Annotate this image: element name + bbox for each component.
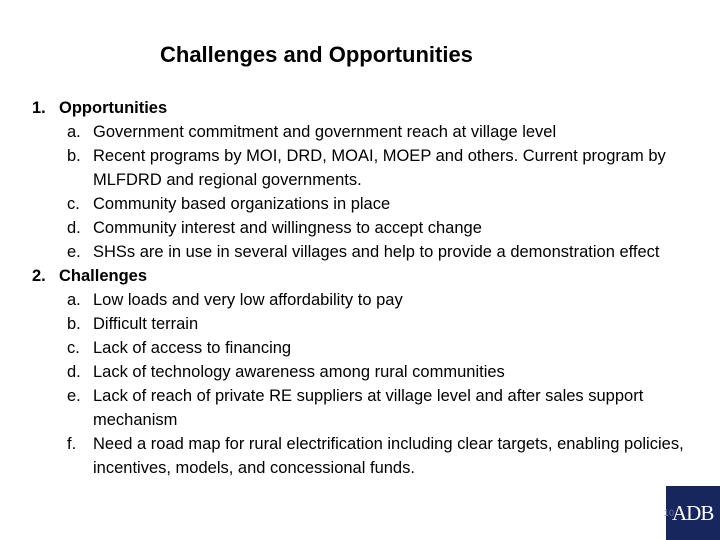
slide-content bbox=[32, 96, 697, 480]
section-heading-opportunities bbox=[32, 96, 697, 120]
logo-text: ADB bbox=[672, 501, 714, 525]
item-text: Lack of reach of private RE suppliers at village level and after sales support mechanism bbox=[93, 387, 644, 429]
section-heading-challenges bbox=[32, 264, 697, 288]
item-text: Recent programs by MOI, DRD, MOAI, MOEP and others. Current program by MLFDRD and regional governments. bbox=[93, 147, 666, 189]
list-item bbox=[32, 120, 697, 144]
item-text: Low loads and very low affordability to pay bbox=[93, 291, 403, 309]
list-item bbox=[32, 144, 697, 192]
list-item bbox=[32, 360, 697, 384]
item-letter: c. bbox=[67, 195, 80, 213]
list-item bbox=[32, 192, 697, 216]
item-text: Community based organizations in place bbox=[93, 195, 391, 213]
section-title: Challenges bbox=[59, 267, 148, 285]
list-item bbox=[32, 432, 697, 480]
item-text: Difficult terrain bbox=[93, 315, 199, 333]
item-letter: a. bbox=[67, 123, 81, 141]
item-text: SHSs are in use in several villages and help to provide a demonstration effect bbox=[93, 243, 660, 261]
adb-logo bbox=[666, 486, 720, 540]
item-letter: d. bbox=[67, 363, 81, 381]
item-text: Lack of access to financing bbox=[93, 339, 292, 357]
item-letter: e. bbox=[67, 243, 81, 261]
page-number: 10 bbox=[664, 508, 675, 518]
list-item bbox=[32, 216, 697, 240]
list-item bbox=[32, 288, 697, 312]
slide-title: Challenges and Opportunities bbox=[160, 42, 473, 67]
item-letter: d. bbox=[67, 219, 81, 237]
section-number: 2. bbox=[32, 267, 46, 285]
list-item bbox=[32, 240, 697, 264]
list-item bbox=[32, 312, 697, 336]
item-text: Community interest and willingness to accept change bbox=[93, 219, 482, 237]
section-number: 1. bbox=[32, 99, 46, 117]
list-item bbox=[32, 336, 697, 360]
item-letter: e. bbox=[67, 387, 81, 405]
item-text: Need a road map for rural electrification including clear targets, enabling policies, incentives, models, and concessional funds. bbox=[93, 435, 684, 477]
item-text: Lack of technology awareness among rural communities bbox=[93, 363, 505, 381]
list-item bbox=[32, 384, 697, 432]
item-letter: f. bbox=[67, 435, 77, 453]
item-letter: b. bbox=[67, 147, 81, 165]
item-letter: c. bbox=[67, 339, 80, 357]
section-title: Opportunities bbox=[59, 99, 168, 117]
item-letter: a. bbox=[67, 291, 81, 309]
item-letter: b. bbox=[67, 315, 81, 333]
item-text: Government commitment and government reach at village level bbox=[93, 123, 557, 141]
